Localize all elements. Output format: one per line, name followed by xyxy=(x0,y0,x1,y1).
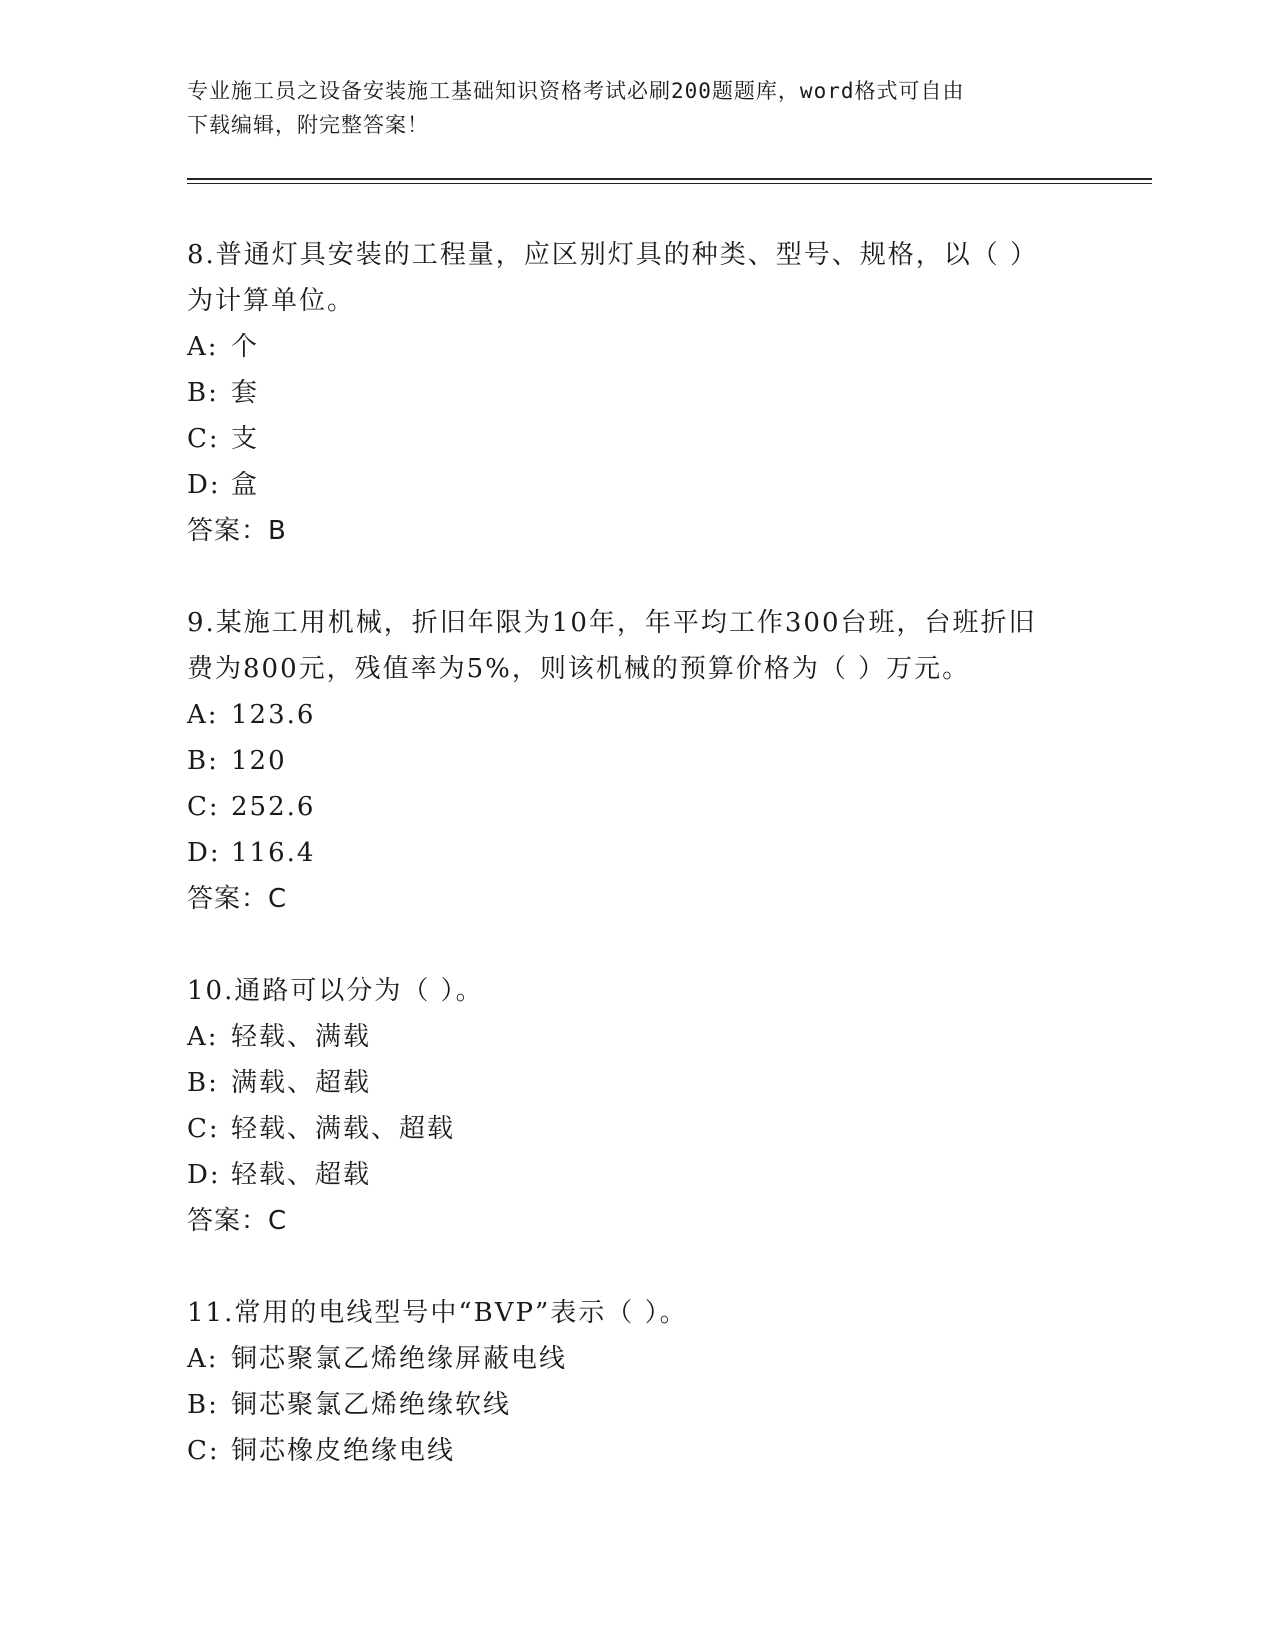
option-letter: A: xyxy=(187,332,219,362)
option-c xyxy=(187,1428,1087,1474)
option-letter: A: xyxy=(187,700,219,730)
option-c xyxy=(187,416,1087,462)
question-stem-line-1: 10.通路可以分为（ ）。 xyxy=(187,976,484,1006)
option-text: 个 xyxy=(231,332,260,362)
option-b xyxy=(187,1060,1087,1106)
option-d xyxy=(187,1152,1087,1198)
option-c xyxy=(187,784,1087,830)
option-b xyxy=(187,1382,1087,1428)
option-text: 铜芯聚氯乙烯绝缘软线 xyxy=(231,1390,512,1420)
question-stem xyxy=(187,232,1087,324)
option-letter: B: xyxy=(187,1068,219,1098)
answer-line: 答案：C xyxy=(187,884,288,914)
option-letter: C: xyxy=(187,792,220,822)
option-text: 123.6 xyxy=(231,700,316,730)
option-a xyxy=(187,1014,1087,1060)
option-text: 支 xyxy=(231,424,260,454)
option-letter: A: xyxy=(187,1344,219,1374)
option-b xyxy=(187,738,1087,784)
option-a xyxy=(187,692,1087,738)
option-a xyxy=(187,324,1087,370)
question-stem-line-2: 为计算单位。 xyxy=(187,286,356,316)
document-header xyxy=(187,74,1087,142)
question-list xyxy=(187,232,1087,1520)
option-text: 116.4 xyxy=(231,838,316,868)
option-letter: B: xyxy=(187,746,219,776)
option-text: 252.6 xyxy=(231,792,316,822)
answer-line: 答案：B xyxy=(187,516,287,546)
header-divider-thin xyxy=(187,183,1152,184)
header-line-2: 下载编辑，附完整答案！ xyxy=(187,113,429,137)
header-line-1: 专业施工员之设备安装施工基础知识资格考试必刷200题题库，word格式可自由 xyxy=(187,79,965,103)
question-8 xyxy=(187,232,1087,554)
option-d xyxy=(187,462,1087,508)
option-text: 铜芯橡皮绝缘电线 xyxy=(231,1436,456,1466)
option-letter: B: xyxy=(187,378,219,408)
option-c xyxy=(187,1106,1087,1152)
question-11 xyxy=(187,1290,1087,1474)
option-text: 轻载、满载 xyxy=(231,1022,372,1052)
option-text: 盒 xyxy=(231,470,260,500)
option-b xyxy=(187,370,1087,416)
question-stem xyxy=(187,968,1087,1014)
option-letter: A: xyxy=(187,1022,219,1052)
option-text: 轻载、超载 xyxy=(231,1160,372,1190)
question-9 xyxy=(187,600,1087,922)
question-stem-line-1: 9.某施工用机械，折旧年限为10年，年平均工作300台班，台班折旧 xyxy=(187,608,1037,638)
option-text: 铜芯聚氯乙烯绝缘屏蔽电线 xyxy=(231,1344,568,1374)
header-divider-thick xyxy=(187,178,1152,180)
option-letter: D: xyxy=(187,838,221,868)
question-stem-line-2: 费为800元，残值率为5%，则该机械的预算价格为（ ）万元。 xyxy=(187,654,971,684)
question-stem-line-1: 8.普通灯具安装的工程量，应区别灯具的种类、型号、规格，以（ ） xyxy=(187,240,1039,270)
option-d xyxy=(187,830,1087,876)
question-stem-line-1: 11.常用的电线型号中“BVP”表示（ ）。 xyxy=(187,1298,688,1328)
answer-line: 答案：C xyxy=(187,1206,288,1236)
option-text: 轻载、满载、超载 xyxy=(231,1114,456,1144)
option-text: 120 xyxy=(231,746,287,776)
option-text: 满载、超载 xyxy=(231,1068,372,1098)
option-text: 套 xyxy=(231,378,260,408)
option-letter: C: xyxy=(187,424,220,454)
option-a xyxy=(187,1336,1087,1382)
option-letter: D: xyxy=(187,470,221,500)
option-letter: C: xyxy=(187,1436,220,1466)
question-stem xyxy=(187,1290,1087,1336)
question-stem xyxy=(187,600,1087,692)
option-letter: C: xyxy=(187,1114,220,1144)
question-10 xyxy=(187,968,1087,1244)
option-letter: B: xyxy=(187,1390,219,1420)
option-letter: D: xyxy=(187,1160,221,1190)
